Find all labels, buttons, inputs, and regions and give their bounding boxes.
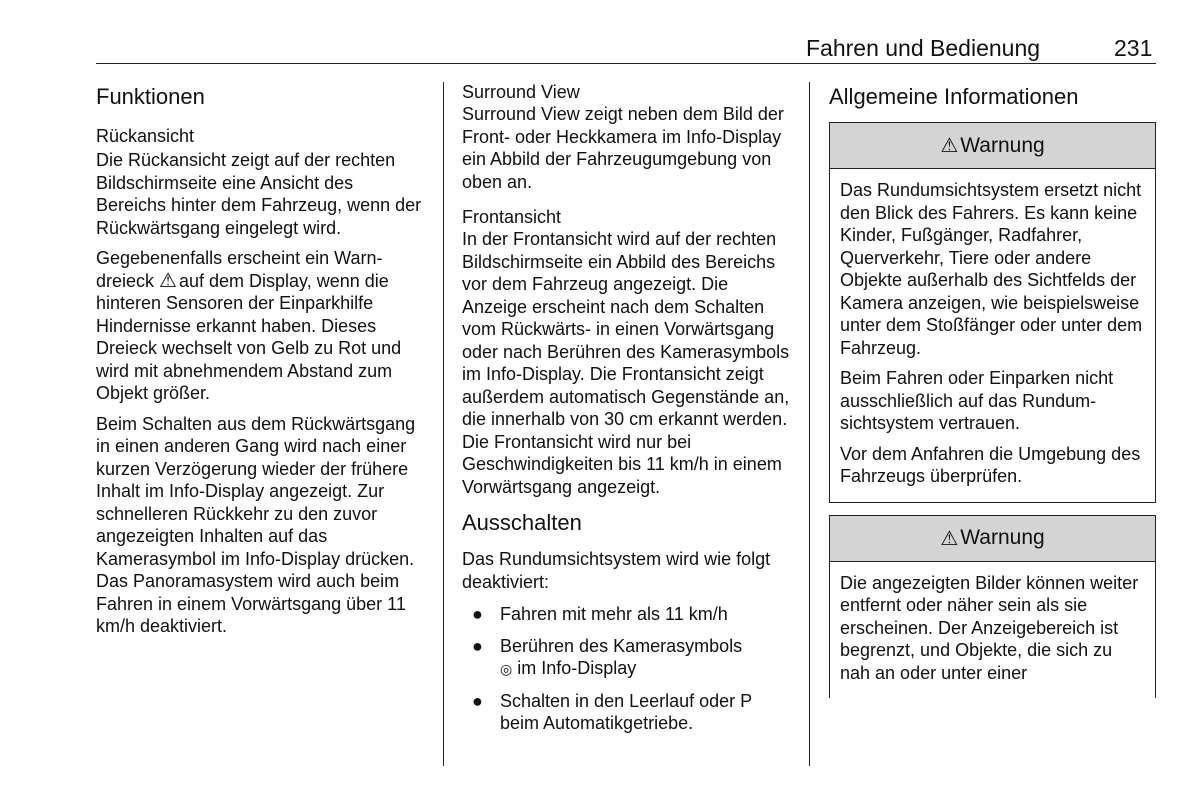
column-divider: [443, 82, 444, 766]
warning-header: [830, 123, 1155, 169]
subheading-rueckansicht: Rückansicht: [96, 126, 195, 146]
bullet-icon: ●: [472, 690, 483, 711]
list-item: ● Fahren mit mehr als 11 km/h: [472, 604, 728, 624]
heading-funktionen: Funktionen: [96, 84, 205, 109]
paragraph: Das Rundumsichtsystem ersetzt nicht den Blick des Fahrers. Es kann keine Kinder, Fußgänger, Radfahrer, Querverkehr, Tiere oder andere Objekte außerhalb des Sichtfelds der Kamera anzeigen, wie beispielsweise unter dem Stoßfänger oder unter dem Fahrzeug.: [840, 180, 1143, 358]
paragraph: Die Rückansicht zeigt auf der rechten Bildschirmseite eine Ansicht des Bereichs hinter dem Fahrzeug, wenn der Rückwärtsgang eingelegt wird.: [96, 150, 422, 238]
paragraph: Surround View zeigt neben dem Bild der Front- oder Heckkamera im Info-Display ein Abbild der Fahrzeugumgebung von oben an.: [462, 104, 784, 192]
bullet-icon: ●: [472, 635, 483, 656]
warning-body: [830, 562, 1155, 699]
column-divider: [809, 82, 810, 766]
bullet-icon: ●: [472, 604, 483, 624]
subheading-frontansicht: Frontansicht: [462, 207, 562, 227]
list-item: ● Berühren des Kamerasymbols ◎ im Info-Display: [472, 635, 743, 678]
warning-body: [830, 169, 1155, 502]
subheading-surround-view: Surround View: [462, 82, 580, 102]
column-right: [829, 80, 1156, 710]
section-title: Fahren und Bedienung: [806, 35, 1041, 61]
warning-label: Warnung: [960, 526, 1045, 549]
camera-icon: ◎: [500, 661, 513, 677]
paragraph: Gegebenenfalls erscheint ein Warndreieck ⚠ auf dem Display, wenn die hinteren Sensoren der Einparkhilfe Hindernisse erkannt haben. Dieses Dreieck wechselt von Gelb zu Rot und wird mit abnehmendem Abstand zum Objekt größer.: [96, 248, 402, 403]
warning-box: [829, 515, 1156, 699]
list-item: ● Schalten in den Leerlauf oder P beim Automatikgetriebe.: [472, 690, 752, 733]
column-middle: [462, 80, 792, 744]
column-left: [96, 80, 428, 646]
paragraph: Das Rundumsichtsystem wird wie folgt deaktiviert:: [462, 549, 771, 592]
header-rule: [96, 63, 1156, 64]
heading-allgemeine-informationen: Allgemeine Informationen: [829, 84, 1079, 109]
paragraph: Vor dem Anfahren die Umgebung des Fahrzeugs überprüfen.: [840, 443, 1141, 486]
warning-triangle-icon: ⚠: [940, 527, 959, 550]
warning-triangle-icon: ⚠: [940, 135, 959, 157]
paragraph: Beim Schalten aus dem Rückwärtsgang in einen anderen Gang wird nach einer kurzen Verzögerung wieder der frühere Inhalt im Info-Display angezeigt. Zur schnelleren Rückkehr zu den zuvor angezeigten Inhalten auf das Kamerasymbol im Info-Display drücken. Das Panoramasystem wird auch beim Fahren in einem Vorwärtsgang über 11 km/h deaktiviert.: [96, 413, 416, 636]
warning-header: [830, 516, 1155, 562]
paragraph: Die angezeigten Bilder können weiter entfernt oder näher sein als sie erscheinen. Der Anzeigebereich ist begrenzt, und Objekte, die sich zu nah an oder unter einer: [840, 572, 1139, 683]
warning-box: [829, 122, 1156, 503]
paragraph: In der Frontansicht wird auf der rechten Bildschirmseite ein Abbild des Bereichs vor dem Fahrzeug angezeigt. Die Anzeige erscheint nach dem Schalten vom Rückwärts- in einen Vorwärtsgang oder nach Berühren des Kamerasymbols im Info-Display. Die Frontansicht zeigt außerdem automatisch Gegenstände an, die innerhalb von 30 cm erkannt werden. Die Frontansicht wird nur bei Geschwindigkeiten bis 11 km/h in einem Vorwärtsgang angezeigt.: [462, 229, 790, 497]
bullet-list: [462, 603, 792, 735]
warning-triangle-icon: ⚠: [159, 269, 177, 292]
page-number: 231: [1114, 35, 1153, 61]
heading-ausschalten: Ausschalten: [462, 510, 582, 535]
paragraph: Beim Fahren oder Einparken nicht ausschließlich auf das Rundumsichtsystem vertrauen.: [840, 368, 1114, 433]
warning-label: Warnung: [960, 133, 1045, 157]
